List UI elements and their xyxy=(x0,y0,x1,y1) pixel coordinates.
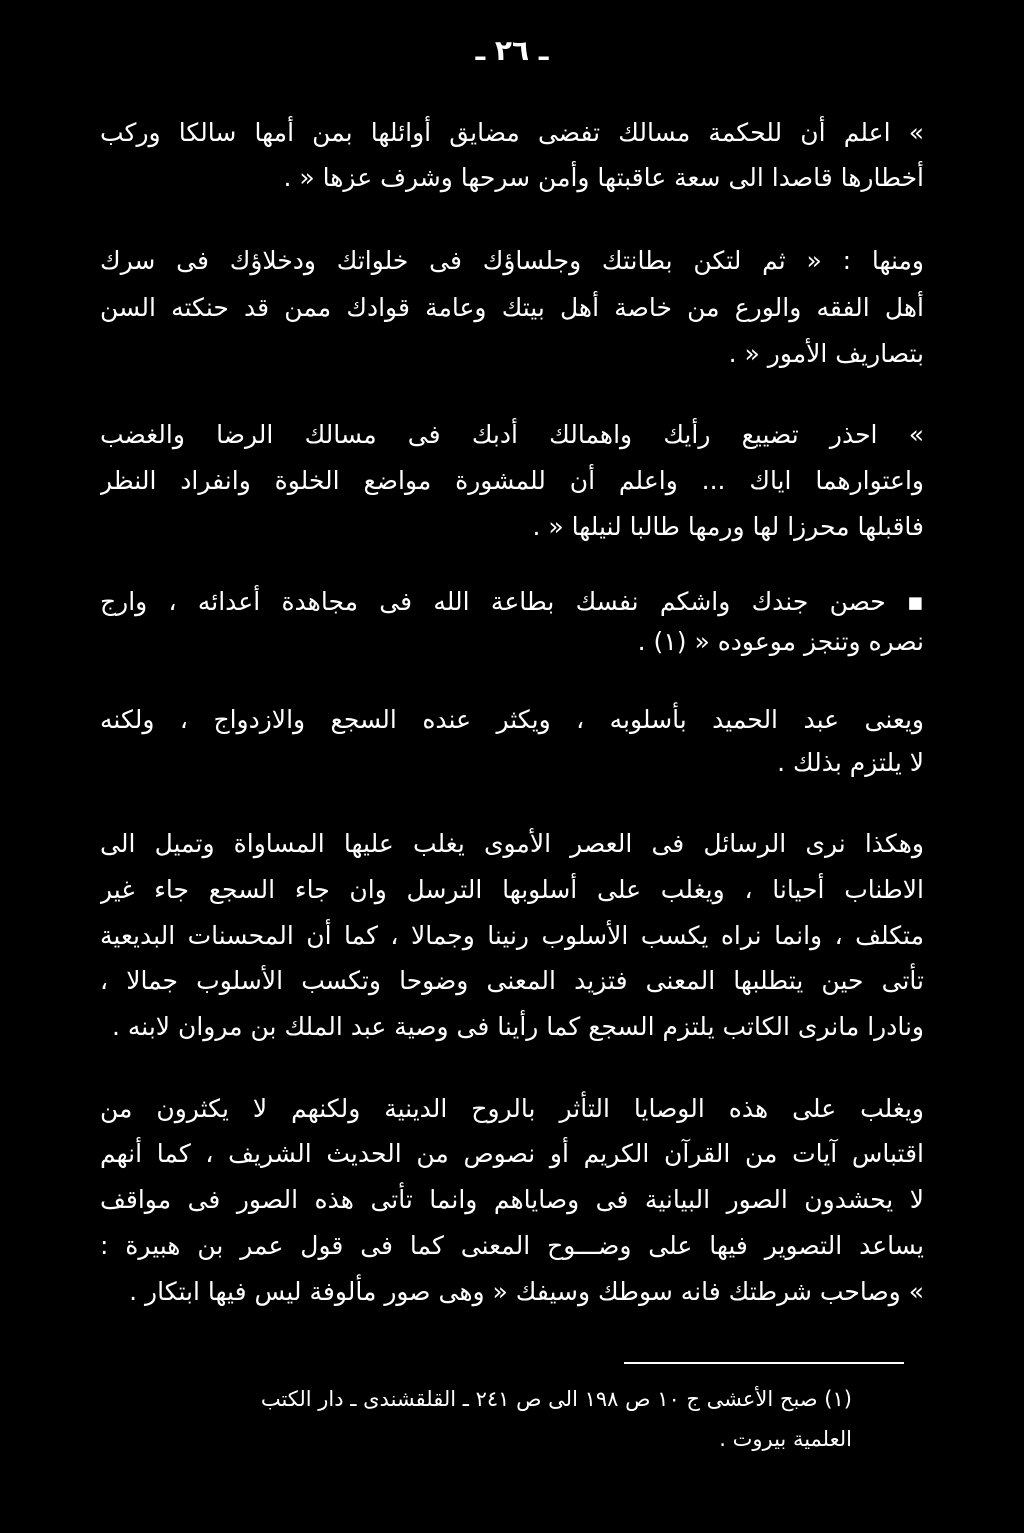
paragraph-7-line-1: ويغلب على هذه الوصايا التأثر بالروح الدينية ولكنهم لا يكثرون من xyxy=(100,1094,924,1123)
paragraph-3-line-2: واعتوارهما اياك ... واعلم أن للمشورة مواضع الخلوة وانفراد النظر xyxy=(100,466,924,495)
page-number: ـ ٢٦ ـ xyxy=(475,34,549,67)
paragraph-1-line-1: » اعلم أن للحكمة مسالك تفضى مضايق أوائلها بمن أمها سالكا وركب xyxy=(100,118,924,147)
paragraph-5-line-1: ويعنى عبد الحميد بأسلوبه ، ويكثر عنده السجع والازدواج ، ولكنه xyxy=(100,705,924,734)
paragraph-4-line-1: ▪ حصن جندك واشكم نفسك بطاعة الله فى مجاهدة أعدائه ، وارج xyxy=(100,587,924,616)
paragraph-6-line-3: متكلف ، وانما نراه يكسب الأسلوب رنينا وجمالا ، كما أن المحسنات البديعية xyxy=(100,921,924,950)
paragraph-2-line-3: بتصاريف الأمور « . xyxy=(728,339,924,368)
footnote-line-2: العلمية بيروت . xyxy=(719,1427,852,1451)
paragraph-2-line-2: أهل الفقه والورع من خاصة أهل بيتك وعامة قوادك ممن قد حنكته السن xyxy=(100,293,924,322)
paragraph-6-line-4: تأتى حين يتطلبها المعنى فتزيد المعنى وضوحا وتكسب الأسلوب جمالا ، xyxy=(100,966,924,995)
paragraph-7-line-3: لا يحشدون الصور البيانية فى وصاياهم وانما تأتى هذه الصور فى مواقف xyxy=(100,1185,924,1214)
footnote-separator xyxy=(624,1362,904,1364)
paragraph-3-line-1: » احذر تضييع رأيك واهمالك أدبك فى مسالك الرضا والغضب xyxy=(100,420,924,449)
paragraph-7-line-4: يساعد التصوير فيها على وضـــوح المعنى كما فى قول عمر بن هبيرة : xyxy=(100,1231,924,1260)
footnote-line-1: (١) صبح الأعشى ج ١٠ ص ١٩٨ الى ص ٢٤١ ـ القلقشندى ـ دار الكتب xyxy=(260,1387,852,1411)
paragraph-7-line-2: اقتباس آيات من القرآن الكريم أو نصوص من الحديث الشريف ، كما أنهم xyxy=(100,1139,924,1168)
paragraph-1-line-2: أخطارها قاصدا الى سعة عاقبتها وأمن سرحها وشرف عزها « . xyxy=(283,163,924,192)
paragraph-7-line-5: » وصاحب شرطتك فانه سوطك وسيفك « وهى صور مألوفة ليس فيها ابتكار . xyxy=(129,1277,924,1306)
paragraph-4-line-2: نصره وتنجز موعوده « (١) . xyxy=(637,627,924,656)
paragraph-5-line-2: لا يلتزم بذلك . xyxy=(777,748,924,777)
paragraph-6-line-5: ونادرا مانرى الكاتب يلتزم السجع كما رأينا فى وصية عبد الملك بن مروان لابنه . xyxy=(112,1012,924,1041)
paragraph-6-line-1: وهكذا نرى الرسائل فى العصر الأموى يغلب عليها المساواة وتميل الى xyxy=(100,829,924,858)
paragraph-3-line-3: فاقبلها محرزا لها ورمها طالبا لنيلها « . xyxy=(532,512,924,541)
paragraph-2-line-1: ومنها : « ثم لتكن بطانتك وجلساؤك فى خلواتك ودخلاؤك فى سرك xyxy=(100,246,924,275)
paragraph-6-line-2: الاطناب أحيانا ، ويغلب على أسلوبها الترسل وان جاء السجع جاء غير xyxy=(100,875,924,904)
